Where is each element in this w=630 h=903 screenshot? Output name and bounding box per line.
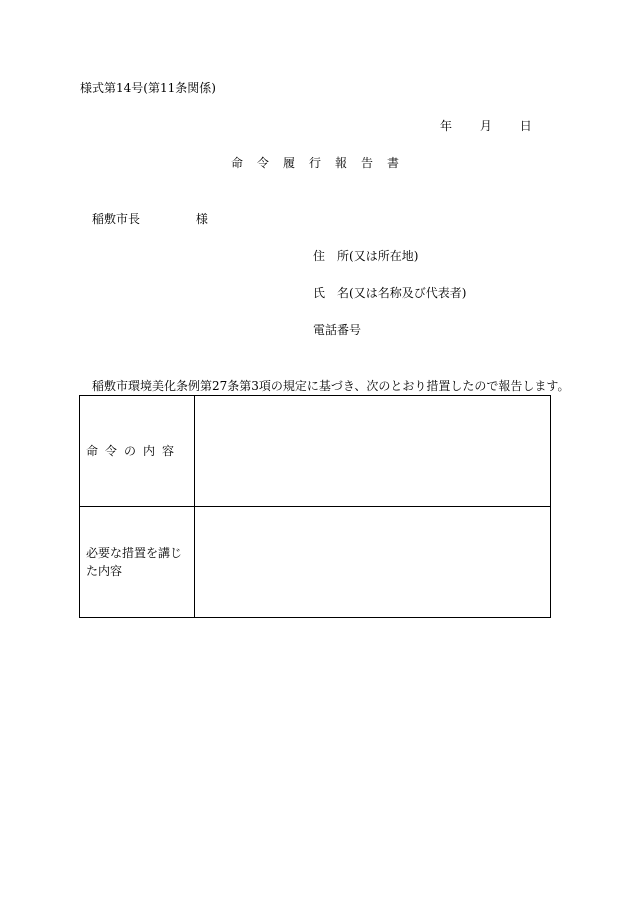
addressee-honorific: 様 <box>195 212 208 226</box>
reporter-phone <box>313 324 361 336</box>
order-content-field[interactable] <box>195 396 551 507</box>
table-row <box>80 396 551 507</box>
reporter-address-label-2: 所(又は所在地) <box>337 249 419 263</box>
form-number: 様式第14号(第11条関係) <box>80 81 216 95</box>
addressee-name: 稲敷市長 <box>92 212 141 226</box>
addressee <box>92 213 208 225</box>
order-content-label: 命令の内容 <box>80 396 195 507</box>
date-month-label: 月 <box>479 119 492 133</box>
date-line <box>440 120 532 132</box>
table-row <box>80 507 551 618</box>
date-year-label: 年 <box>440 119 453 133</box>
reporter-address <box>313 250 418 262</box>
report-table <box>79 395 551 618</box>
measures-taken-label: 必要な措置を講じた内容 <box>80 507 195 618</box>
reporter-name <box>313 287 466 299</box>
measures-taken-field[interactable] <box>195 507 551 618</box>
reporter-phone-label: 電話番号 <box>313 323 362 337</box>
reporter-name-label-2: 名(又は名称及び代表者) <box>337 286 467 300</box>
reporter-name-label-1: 氏 <box>313 286 326 300</box>
date-day-label: 日 <box>519 119 532 133</box>
report-statement: 稲敷市環境美化条例第27条第3項の規定に基づき、次のとおり措置したので報告します。 <box>92 379 570 393</box>
document-title: 命令履行報告書 <box>230 156 413 170</box>
reporter-address-label-1: 住 <box>313 249 326 263</box>
